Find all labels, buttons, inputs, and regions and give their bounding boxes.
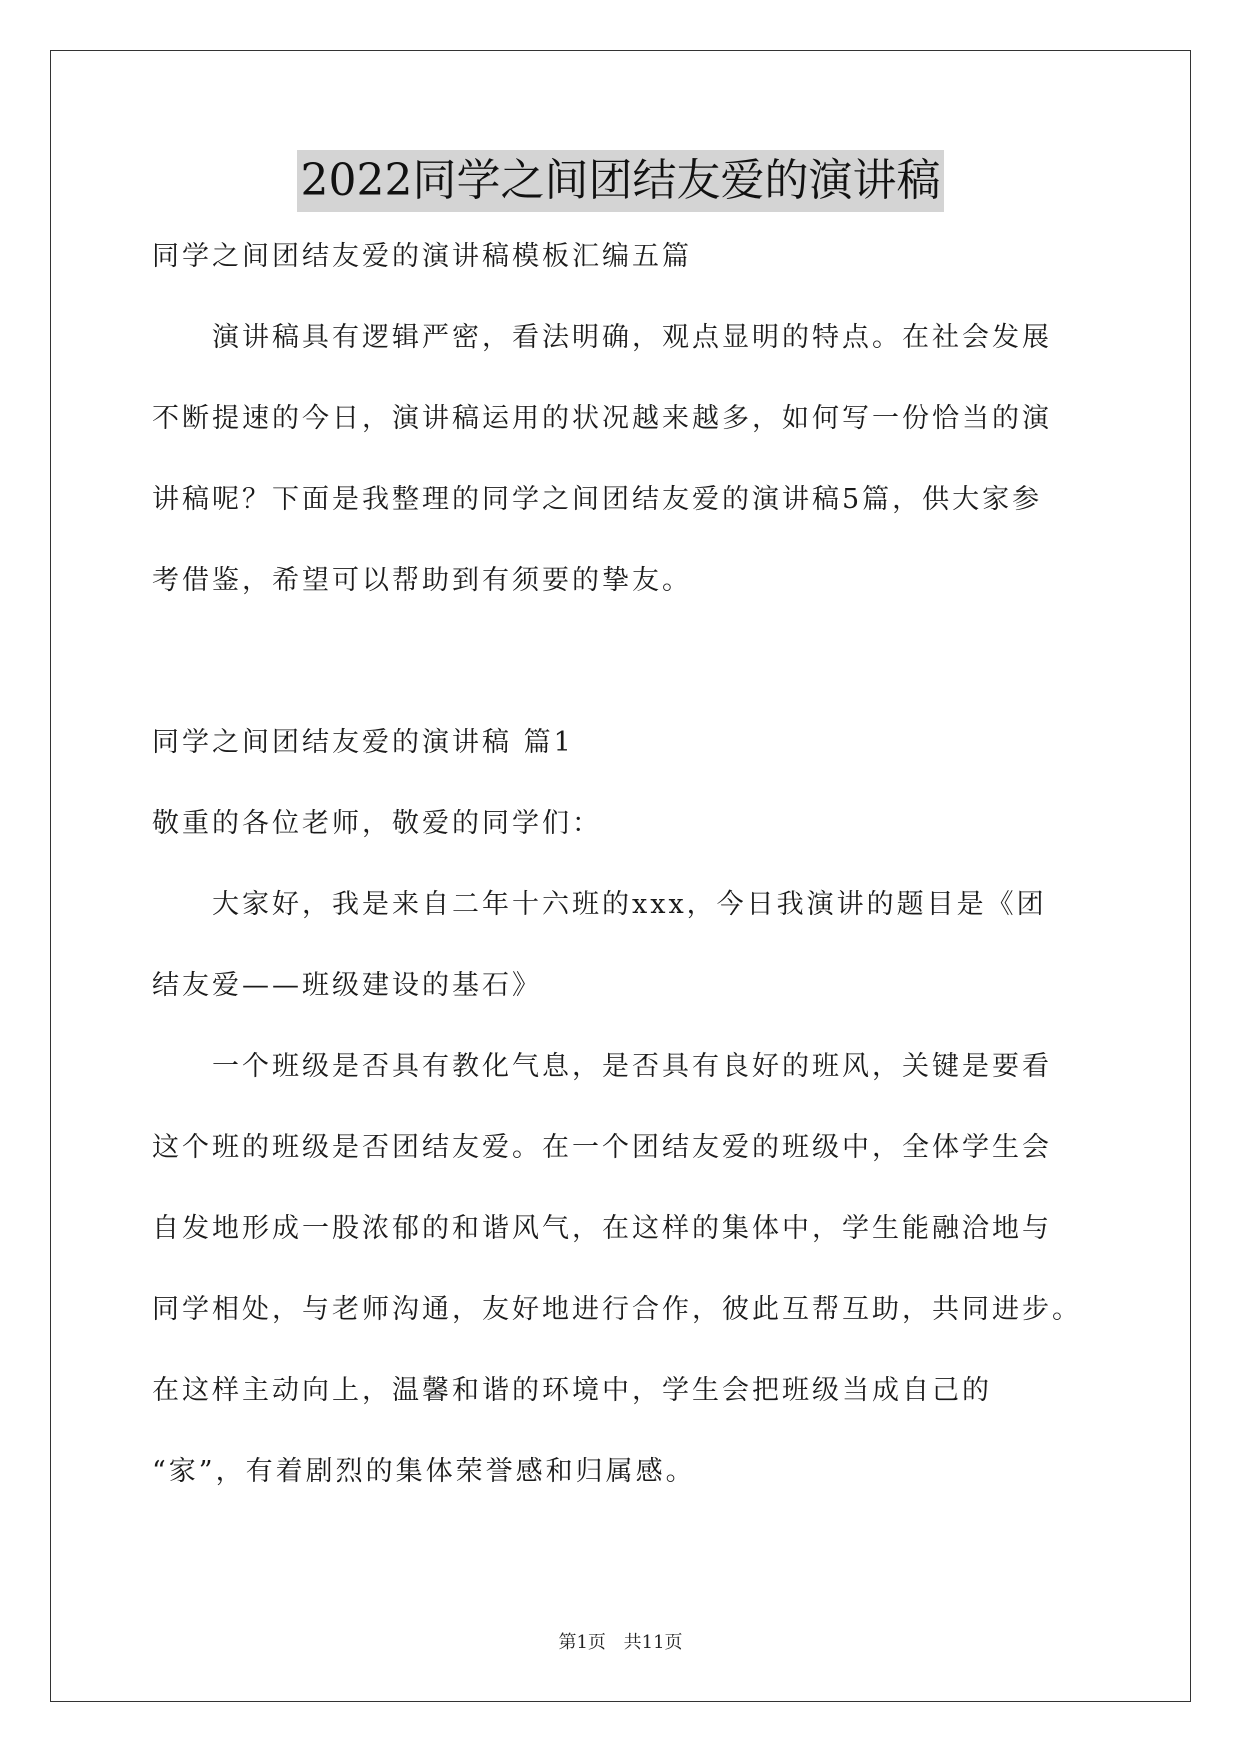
- section-heading: 同学之间团结友爱的演讲稿 篇1: [152, 727, 574, 758]
- para2-line-5: 在这样主动向上，温馨和谐的环境中，学生会把班级当成自己的: [152, 1375, 992, 1406]
- para2-line-4: 同学相处，与老师沟通，友好地进行合作，彼此互帮互助，共同进步。: [152, 1294, 1082, 1325]
- intro-line-1: 演讲稿具有逻辑严密，看法明确，观点显明的特点。在社会发展: [212, 322, 1052, 353]
- para2-line-1: 一个班级是否具有教化气息，是否具有良好的班风，关键是要看: [212, 1051, 1052, 1082]
- para2-line-2: 这个班的班级是否团结友爱。在一个团结友爱的班级中，全体学生会: [152, 1132, 1052, 1163]
- para1-line-1: 大家好，我是来自二年十六班的xxx，今日我演讲的题目是《团: [212, 889, 1047, 920]
- title-container: [0, 150, 1241, 212]
- document-title: 2022同学之间团结友爱的演讲稿: [297, 150, 945, 212]
- para1-line-2: 结友爱——班级建设的基石》: [152, 970, 542, 1001]
- document-subtitle: 同学之间团结友爱的演讲稿模板汇编五篇: [152, 241, 692, 272]
- page-number: 第1页: [558, 1632, 606, 1653]
- section-gap: [152, 637, 1092, 718]
- para2-line-6: “家”，有着剧烈的集体荣誉感和归属感。: [152, 1456, 696, 1487]
- salutation: 敬重的各位老师，敬爱的同学们：: [152, 808, 602, 839]
- para2-line-3: 自发地形成一股浓郁的和谐风气，在这样的集体中，学生能融洽地与: [152, 1213, 1052, 1244]
- document-body: [152, 232, 1092, 1528]
- intro-line-2: 不断提速的今日，演讲稿运用的状况越来越多，如何写一份恰当的演: [152, 403, 1052, 434]
- page-footer: [0, 1628, 1241, 1654]
- intro-line-4: 考借鉴，希望可以帮助到有须要的挚友。: [152, 565, 692, 596]
- page-total: 共11页: [623, 1632, 683, 1653]
- intro-line-3: 讲稿呢？下面是我整理的同学之间团结友爱的演讲稿5篇，供大家参: [152, 484, 1043, 515]
